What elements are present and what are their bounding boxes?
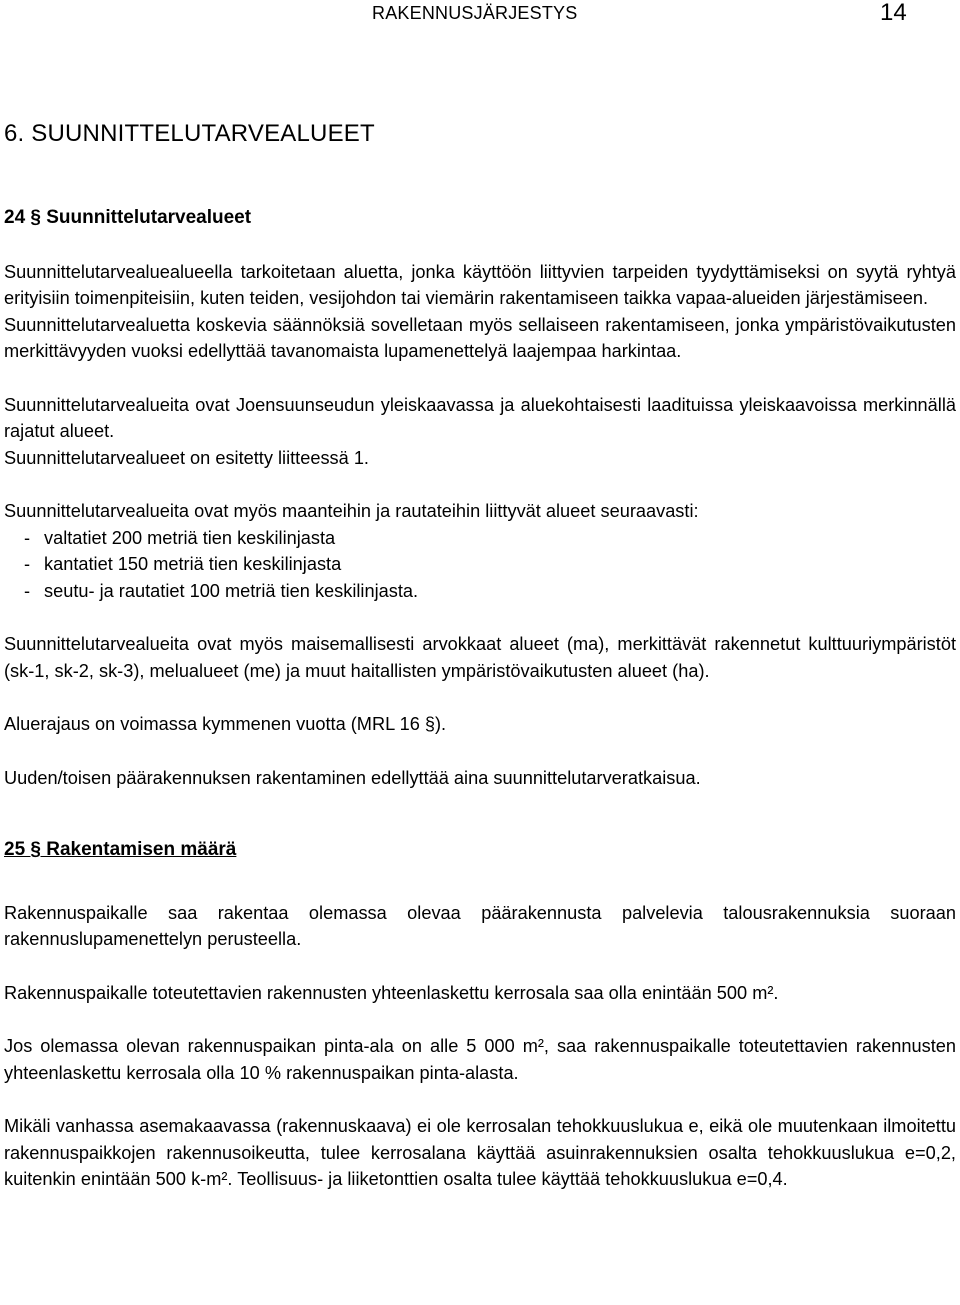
running-title: RAKENNUSJÄRJESTYS bbox=[372, 3, 578, 23]
article-25-heading: 25 § Rakentamisen määrä bbox=[4, 839, 237, 860]
list-item-text: seutu- ja rautatiet 100 metriä tien keskilinjasta. bbox=[44, 580, 419, 601]
article-24-paragraph-1: Suunnittelutarvealuealueella tarkoitetaan aluetta, jonka käyttöön liittyvien tarpeiden tyydyttämiseksi on syytä ryhtyä erityisiin toimenpiteisiin, kuten teiden, vesijohdon tai viemärin rakentamiseen taikka vapaa-alueiden järjestämiseen. bbox=[4, 261, 956, 308]
page-number: 14 bbox=[880, 0, 907, 26]
article-24-paragraph-6: Suunnittelutarvealueita ovat myös maisemallisesti arvokkaat alueet (ma), merkittävät rakennetut kulttuuriympäristöt (sk-1, sk-2, sk-3), melualueet (me) ja muut haitallisten ympäristövaikutusten alueet (ha). bbox=[4, 634, 956, 681]
list-item bbox=[4, 551, 956, 578]
list-bullet: - bbox=[24, 554, 31, 574]
article-24-paragraph-2: Suunnittelutarvealuetta koskevia säännöksiä sovelletaan myös sellaiseen rakentamiseen, jonka ympäristövaikutusten merkittävyyden vuoksi edellyttää tavanomaista lupamenettelyä laajempaa harkintaa. bbox=[4, 314, 956, 361]
distance-list bbox=[4, 525, 956, 605]
list-bullet: - bbox=[24, 580, 31, 601]
list-item-text: valtatiet 200 metriä tien keskilinjasta bbox=[44, 527, 336, 548]
article-25-paragraph-2: Rakennuspaikalle toteutettavien rakennusten yhteenlaskettu kerrosala saa olla enintään 500 m². bbox=[4, 982, 779, 1003]
article-24-paragraph-5: Suunnittelutarvealueita ovat myös maanteihin ja rautateihin liittyvät alueet seuraavasti: bbox=[4, 501, 699, 521]
list-item bbox=[4, 578, 956, 605]
document-body bbox=[4, 205, 956, 1193]
article-24-paragraph-7: Aluerajaus on voimassa kymmenen vuotta (MRL 16 §). bbox=[4, 714, 447, 734]
article-25-paragraph-1: Rakennuspaikalle saa rakentaa olemassa olevaa päärakennusta palvelevia talousrakennuksia suoraan rakennuslupamenettelyn perusteella. bbox=[4, 902, 956, 949]
article-24-heading: 24 § Suunnittelutarvealueet bbox=[4, 207, 252, 228]
article-24-paragraph-8: Uuden/toisen päärakennuksen rakentaminen edellyttää aina suunnittelutarveratkaisua. bbox=[4, 767, 701, 788]
section-title: 6. SUUNNITTELUTARVEALUEET bbox=[4, 120, 375, 147]
article-24-paragraph-4: Suunnittelutarvealueet on esitetty liitteessä 1. bbox=[4, 447, 369, 468]
article-25-paragraph-4: Mikäli vanhassa asemakaavassa (rakennuskaava) ei ole kerrosalan tehokkuuslukua e, eikä ole muutenkaan ilmoitettu rakennuspaikkojen rakennusoikeutta, tulee kerrosalana käyttää asuinrakennuksien osalta tehokkuuslukua e=0,2, kuitenkin enintään 500 k-m². Teollisuus- ja liiketonttien osalta tulee käyttää tehokkuuslukua e=0,4. bbox=[4, 1116, 956, 1189]
list-item-text: kantatiet 150 metriä tien keskilinjasta bbox=[44, 554, 342, 574]
article-24-paragraph-3: Suunnittelutarvealueita ovat Joensuunseudun yleiskaavassa ja aluekohtaisesti laadituissa yleiskaavoissa merkinnällä rajatut alueet. bbox=[4, 394, 956, 441]
article-25-paragraph-3: Jos olemassa olevan rakennuspaikan pinta-ala on alle 5 000 m², saa rakennuspaikalle toteutettavien rakennusten yhteenlaskettu kerrosala olla 10 % rakennuspaikan pinta-alasta. bbox=[4, 1036, 956, 1083]
page-header bbox=[0, 0, 960, 30]
list-item bbox=[4, 525, 956, 552]
list-bullet: - bbox=[24, 527, 31, 548]
